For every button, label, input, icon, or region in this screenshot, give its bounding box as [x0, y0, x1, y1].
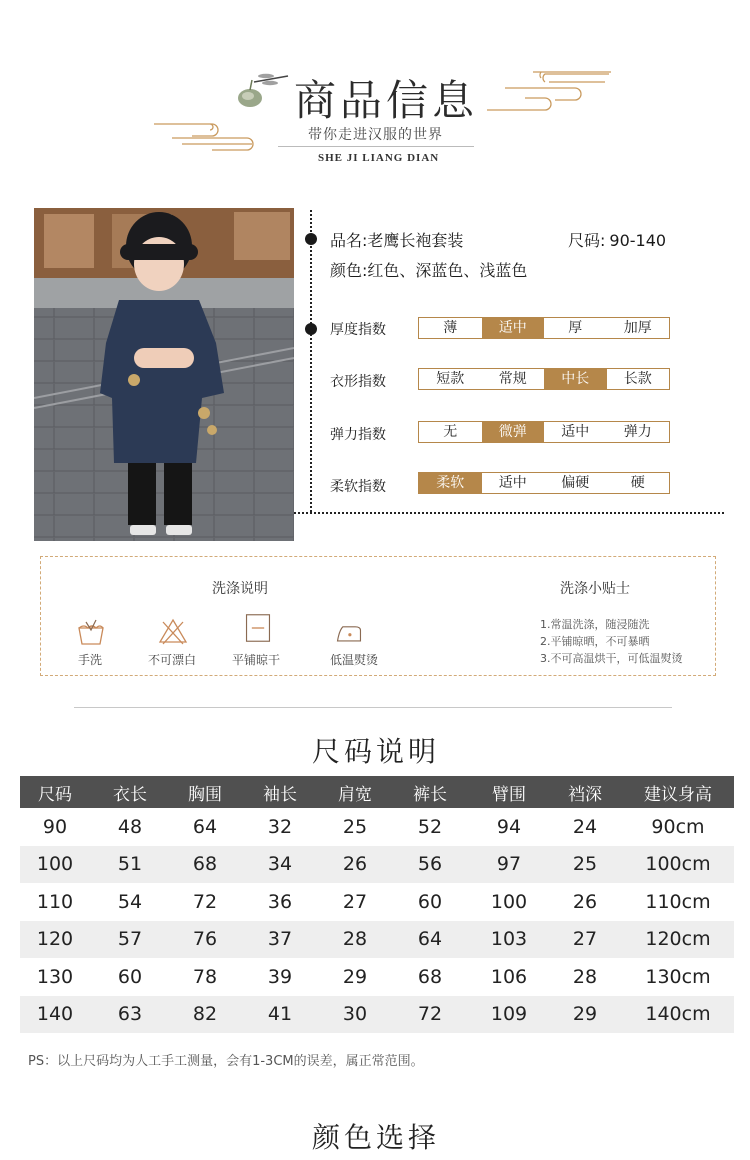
softness-scale — [418, 472, 670, 494]
table-cell: 26 — [572, 890, 598, 913]
thickness-scale — [418, 317, 670, 339]
table-cell: 24 — [572, 815, 598, 838]
table-header — [20, 776, 734, 808]
table-row — [20, 808, 734, 846]
color-section-title: 颜色选择 — [312, 1121, 441, 1154]
table-row — [20, 921, 734, 959]
table-cell: 120cm — [645, 928, 711, 951]
table-cell: 103 — [490, 928, 528, 951]
table-cell: 64 — [417, 928, 443, 951]
elasticity-option: 弹力 — [623, 424, 652, 440]
bullet-icon — [305, 233, 317, 245]
table-cell: 51 — [117, 853, 143, 876]
column-header: 臂围 — [492, 784, 526, 805]
table-cell: 68 — [192, 853, 218, 876]
softness-option: 硬 — [630, 475, 645, 491]
product-color-label: 颜色: — [330, 261, 368, 280]
table-cell: 29 — [342, 965, 368, 988]
column-header: 胸围 — [188, 784, 222, 805]
column-header: 裆深 — [568, 784, 602, 805]
table-cell: 30 — [342, 1003, 368, 1026]
elasticity-option: 无 — [443, 424, 458, 440]
table-cell: 26 — [342, 853, 368, 876]
size-table — [20, 776, 734, 1033]
size-chart-title: 尺码说明 — [312, 735, 441, 768]
table-cell: 54 — [117, 890, 143, 913]
table-cell: 63 — [117, 1003, 143, 1026]
column-header: 尺码 — [38, 784, 72, 805]
table-cell: 140cm — [645, 1003, 711, 1026]
softness-option-selected: 柔软 — [419, 473, 482, 493]
length-option-selected: 中长 — [544, 369, 607, 389]
thickness-option: 加厚 — [623, 320, 652, 336]
section-divider — [74, 707, 672, 708]
hand-wash-icon — [76, 616, 106, 646]
dry-flat-icon — [243, 613, 273, 643]
elasticity-option-selected: 微弹 — [482, 422, 545, 442]
product-color-value: 红色、深蓝色、浅蓝色 — [367, 261, 528, 280]
table-cell: 60 — [417, 890, 443, 913]
table-cell: 48 — [117, 815, 143, 838]
table-cell: 29 — [572, 1003, 598, 1026]
table-cell: 64 — [192, 815, 218, 838]
table-cell: 34 — [267, 853, 293, 876]
table-cell: 100 — [36, 853, 74, 876]
length-option: 长款 — [623, 371, 652, 387]
table-cell: 82 — [192, 1003, 218, 1026]
elasticity-option: 适中 — [561, 424, 590, 440]
washing-tip: 1.常温洗涤，随浸随洗 — [540, 618, 650, 631]
no-bleach-label: 不可漂白 — [148, 653, 197, 667]
washing-tip: 2.平铺晾晒，不可暴晒 — [540, 635, 650, 648]
table-cell: 56 — [417, 853, 443, 876]
elasticity-label: 弹力指数 — [330, 427, 386, 443]
thickness-option: 薄 — [443, 320, 458, 336]
table-cell: 32 — [267, 815, 293, 838]
table-cell: 72 — [192, 890, 218, 913]
table-row — [20, 846, 734, 884]
table-cell: 36 — [267, 890, 293, 913]
table-cell: 37 — [267, 928, 293, 951]
table-cell: 90cm — [651, 815, 705, 838]
table-cell: 90 — [42, 815, 68, 838]
table-cell: 106 — [490, 965, 528, 988]
product-photo — [34, 208, 294, 541]
table-cell: 100cm — [645, 853, 711, 876]
english-caption: SHE JI LIANG DIAN — [318, 152, 440, 164]
table-cell: 110cm — [645, 890, 711, 913]
table-cell: 76 — [192, 928, 218, 951]
product-name — [330, 228, 463, 251]
length-option: 短款 — [436, 371, 465, 387]
divider — [278, 146, 474, 147]
table-cell: 120 — [36, 928, 74, 951]
no-bleach-icon — [158, 616, 188, 646]
product-size-label: 尺码: — [568, 231, 606, 250]
hand-wash-label: 手洗 — [78, 653, 103, 667]
table-cell: 140 — [36, 1003, 74, 1026]
dotted-horizontal-divider — [294, 512, 724, 514]
softness-option: 偏硬 — [561, 475, 590, 491]
table-row — [20, 996, 734, 1034]
product-size-value: 90-140 — [609, 231, 667, 250]
elasticity-scale — [418, 421, 670, 443]
column-header: 建议身高 — [644, 784, 712, 805]
table-cell: 39 — [267, 965, 293, 988]
washing-tip: 3.不可高温烘干，可低温熨烫 — [540, 652, 683, 665]
table-cell: 109 — [490, 1003, 528, 1026]
length-label: 衣形指数 — [330, 374, 386, 390]
page-title: 商品信息 — [294, 76, 479, 125]
column-header: 衣长 — [113, 784, 147, 805]
table-cell: 100 — [490, 890, 528, 913]
dotted-vertical-divider — [310, 210, 312, 512]
table-cell: 57 — [117, 928, 143, 951]
low-iron-icon — [334, 618, 364, 648]
table-cell: 110 — [36, 890, 74, 913]
table-cell: 28 — [342, 928, 368, 951]
product-size — [568, 228, 666, 251]
softness-label: 柔软指数 — [330, 479, 386, 495]
cloud-ornament-right — [485, 68, 615, 114]
dragonfly-lotus-icon — [236, 72, 292, 112]
column-header: 袖长 — [263, 784, 297, 805]
length-scale — [418, 368, 670, 390]
softness-option: 适中 — [498, 475, 527, 491]
low-iron-label: 低温熨烫 — [330, 653, 379, 667]
table-cell: 72 — [417, 1003, 443, 1026]
table-cell: 130cm — [645, 965, 711, 988]
table-cell: 130 — [36, 965, 74, 988]
table-cell: 28 — [572, 965, 598, 988]
cloud-ornament-left — [152, 116, 274, 152]
bullet-icon — [305, 323, 317, 335]
product-name-value: 老鹰长袍套装 — [367, 231, 464, 250]
table-cell: 27 — [572, 928, 598, 951]
product-colors — [330, 258, 527, 281]
product-name-label: 品名: — [330, 231, 368, 250]
thickness-label: 厚度指数 — [330, 322, 386, 338]
page-subtitle: 带你走进汉服的世界 — [308, 127, 443, 143]
washing-title: 洗涤说明 — [212, 581, 268, 597]
column-header: 肩宽 — [338, 784, 372, 805]
table-row — [20, 958, 734, 996]
column-header: 裤长 — [413, 784, 447, 805]
thickness-option: 厚 — [568, 320, 583, 336]
table-cell: 41 — [267, 1003, 293, 1026]
table-cell: 94 — [496, 815, 522, 838]
table-cell: 68 — [417, 965, 443, 988]
table-cell: 25 — [342, 815, 368, 838]
table-cell: 27 — [342, 890, 368, 913]
table-cell: 25 — [572, 853, 598, 876]
table-cell: 97 — [496, 853, 522, 876]
table-cell: 52 — [417, 815, 443, 838]
length-option: 常规 — [498, 371, 527, 387]
size-note: PS：以上尺码均为人工手工测量，会有1-3CM的误差，属正常范围。 — [28, 1054, 424, 1069]
table-cell: 78 — [192, 965, 218, 988]
washing-tips-title: 洗涤小贴士 — [560, 581, 630, 597]
thickness-option-selected: 适中 — [482, 318, 545, 338]
table-row — [20, 883, 734, 921]
dry-flat-label: 平铺晾干 — [232, 653, 281, 667]
table-cell: 60 — [117, 965, 143, 988]
